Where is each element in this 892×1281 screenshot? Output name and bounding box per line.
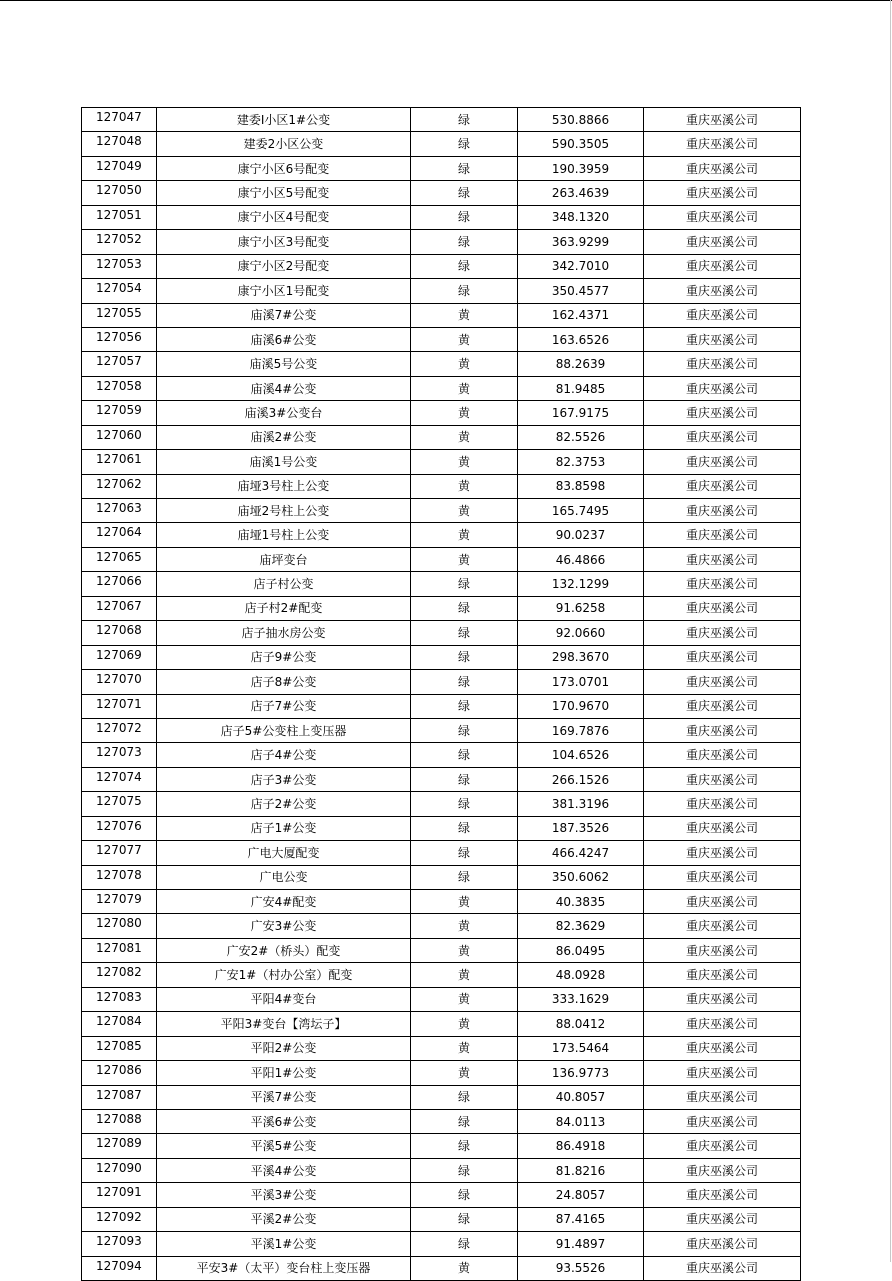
- table-row: [82, 572, 801, 596]
- table-row: [82, 303, 801, 327]
- cell-company: 重庆巫溪公司: [644, 645, 801, 669]
- cell-status: 黄: [411, 376, 518, 400]
- cell-name: 康宁小区1号配变: [157, 279, 411, 303]
- cell-id: 127074: [82, 767, 157, 791]
- cell-status: 绿: [411, 694, 518, 718]
- table-row: [82, 670, 801, 694]
- cell-value: 187.3526: [518, 816, 644, 840]
- cell-status: 黄: [411, 474, 518, 498]
- cell-company: 重庆巫溪公司: [644, 718, 801, 742]
- table-row: [82, 499, 801, 523]
- cell-id: 127070: [82, 670, 157, 694]
- cell-status: 绿: [411, 816, 518, 840]
- cell-id: 127067: [82, 596, 157, 620]
- table-row: [82, 547, 801, 571]
- cell-company: 重庆巫溪公司: [644, 841, 801, 865]
- cell-name: 庙垭1号柱上公变: [157, 523, 411, 547]
- cell-company: 重庆巫溪公司: [644, 987, 801, 1011]
- cell-status: 黄: [411, 523, 518, 547]
- table-row: [82, 938, 801, 962]
- cell-id: 127068: [82, 621, 157, 645]
- cell-company: 重庆巫溪公司: [644, 523, 801, 547]
- table-row: [82, 279, 801, 303]
- cell-company: 重庆巫溪公司: [644, 205, 801, 229]
- cell-name: 庙溪2#公变: [157, 425, 411, 449]
- cell-company: 重庆巫溪公司: [644, 694, 801, 718]
- cell-id: 127059: [82, 401, 157, 425]
- cell-value: 81.9485: [518, 376, 644, 400]
- cell-name: 康宁小区2号配变: [157, 254, 411, 278]
- cell-status: 黄: [411, 938, 518, 962]
- table-row: [82, 474, 801, 498]
- cell-name: 店子3#公变: [157, 767, 411, 791]
- cell-company: 重庆巫溪公司: [644, 938, 801, 962]
- cell-name: 平阳2#公变: [157, 1036, 411, 1060]
- cell-value: 132.1299: [518, 572, 644, 596]
- cell-value: 40.8057: [518, 1085, 644, 1109]
- cell-value: 173.0701: [518, 670, 644, 694]
- cell-value: 40.3835: [518, 890, 644, 914]
- cell-id: 127083: [82, 987, 157, 1011]
- cell-status: 黄: [411, 1036, 518, 1060]
- cell-name: 平溪5#公变: [157, 1134, 411, 1158]
- cell-name: 平安3#（太平）变台柱上变压器: [157, 1256, 411, 1280]
- cell-status: 绿: [411, 279, 518, 303]
- cell-id: 127051: [82, 205, 157, 229]
- cell-status: 黄: [411, 890, 518, 914]
- table-row: [82, 987, 801, 1011]
- cell-name: 店子9#公变: [157, 645, 411, 669]
- table-row: [82, 1109, 801, 1133]
- table-row: [82, 718, 801, 742]
- cell-value: 84.0113: [518, 1109, 644, 1133]
- cell-name: 店子2#公变: [157, 792, 411, 816]
- cell-id: 127084: [82, 1012, 157, 1036]
- cell-name: 店子7#公变: [157, 694, 411, 718]
- cell-status: 绿: [411, 596, 518, 620]
- cell-value: 136.9773: [518, 1061, 644, 1085]
- cell-id: 127048: [82, 132, 157, 156]
- cell-company: 重庆巫溪公司: [644, 132, 801, 156]
- cell-name: 建委2小区公变: [157, 132, 411, 156]
- cell-company: 重庆巫溪公司: [644, 1036, 801, 1060]
- cell-id: 127073: [82, 743, 157, 767]
- transformer-table: [81, 107, 801, 1281]
- table-row: [82, 523, 801, 547]
- cell-name: 庙坪变台: [157, 547, 411, 571]
- table-row: [82, 132, 801, 156]
- cell-company: 重庆巫溪公司: [644, 230, 801, 254]
- cell-id: 127093: [82, 1232, 157, 1256]
- cell-company: 重庆巫溪公司: [644, 327, 801, 351]
- cell-name: 平溪2#公变: [157, 1207, 411, 1231]
- cell-value: 91.6258: [518, 596, 644, 620]
- cell-status: 绿: [411, 1183, 518, 1207]
- cell-value: 81.8216: [518, 1158, 644, 1182]
- cell-id: 127079: [82, 890, 157, 914]
- cell-company: 重庆巫溪公司: [644, 156, 801, 180]
- cell-id: 127082: [82, 963, 157, 987]
- cell-status: 绿: [411, 1109, 518, 1133]
- table-row: [82, 1036, 801, 1060]
- cell-id: 127065: [82, 547, 157, 571]
- cell-status: 绿: [411, 254, 518, 278]
- table-row: [82, 963, 801, 987]
- table-row: [82, 181, 801, 205]
- cell-company: 重庆巫溪公司: [644, 1183, 801, 1207]
- table-row: [82, 376, 801, 400]
- cell-value: 466.4247: [518, 841, 644, 865]
- cell-status: 黄: [411, 499, 518, 523]
- cell-name: 平溪4#公变: [157, 1158, 411, 1182]
- cell-company: 重庆巫溪公司: [644, 254, 801, 278]
- cell-company: 重庆巫溪公司: [644, 1232, 801, 1256]
- cell-value: 48.0928: [518, 963, 644, 987]
- cell-id: 127049: [82, 156, 157, 180]
- cell-status: 黄: [411, 1061, 518, 1085]
- cell-name: 广安3#公变: [157, 914, 411, 938]
- cell-value: 90.0237: [518, 523, 644, 547]
- cell-company: 重庆巫溪公司: [644, 1061, 801, 1085]
- cell-name: 店子抽水房公变: [157, 621, 411, 645]
- cell-status: 绿: [411, 132, 518, 156]
- cell-value: 91.4897: [518, 1232, 644, 1256]
- cell-name: 店子8#公变: [157, 670, 411, 694]
- cell-company: 重庆巫溪公司: [644, 963, 801, 987]
- cell-name: 康宁小区4号配变: [157, 205, 411, 229]
- cell-company: 重庆巫溪公司: [644, 767, 801, 791]
- cell-company: 重庆巫溪公司: [644, 547, 801, 571]
- table-row: [82, 645, 801, 669]
- cell-value: 82.3629: [518, 914, 644, 938]
- cell-status: 绿: [411, 230, 518, 254]
- cell-name: 店子4#公变: [157, 743, 411, 767]
- cell-status: 绿: [411, 205, 518, 229]
- cell-status: 绿: [411, 1158, 518, 1182]
- cell-company: 重庆巫溪公司: [644, 401, 801, 425]
- cell-company: 重庆巫溪公司: [644, 743, 801, 767]
- cell-name: 康宁小区3号配变: [157, 230, 411, 254]
- table-row: [82, 450, 801, 474]
- table-row: [82, 230, 801, 254]
- cell-company: 重庆巫溪公司: [644, 670, 801, 694]
- cell-status: 黄: [411, 963, 518, 987]
- table-row: [82, 1012, 801, 1036]
- cell-value: 590.3505: [518, 132, 644, 156]
- cell-value: 169.7876: [518, 718, 644, 742]
- cell-status: 黄: [411, 547, 518, 571]
- cell-name: 店子5#公变柱上变压器: [157, 718, 411, 742]
- cell-company: 重庆巫溪公司: [644, 279, 801, 303]
- cell-name: 广安2#（桥头）配变: [157, 938, 411, 962]
- cell-company: 重庆巫溪公司: [644, 352, 801, 376]
- table-row: [82, 108, 801, 132]
- cell-status: 黄: [411, 1256, 518, 1280]
- cell-id: 127060: [82, 425, 157, 449]
- cell-status: 绿: [411, 1207, 518, 1231]
- cell-name: 庙溪5号公变: [157, 352, 411, 376]
- cell-id: 127075: [82, 792, 157, 816]
- cell-status: 绿: [411, 181, 518, 205]
- cell-company: 重庆巫溪公司: [644, 499, 801, 523]
- cell-name: 庙垭2号柱上公变: [157, 499, 411, 523]
- cell-status: 黄: [411, 987, 518, 1011]
- cell-id: 127057: [82, 352, 157, 376]
- table-row: [82, 865, 801, 889]
- cell-value: 88.2639: [518, 352, 644, 376]
- cell-id: 127053: [82, 254, 157, 278]
- cell-value: 190.3959: [518, 156, 644, 180]
- cell-id: 127088: [82, 1109, 157, 1133]
- cell-company: 重庆巫溪公司: [644, 621, 801, 645]
- cell-name: 平溪3#公变: [157, 1183, 411, 1207]
- cell-value: 350.4577: [518, 279, 644, 303]
- cell-name: 庙垭3号柱上公变: [157, 474, 411, 498]
- cell-value: 162.4371: [518, 303, 644, 327]
- cell-company: 重庆巫溪公司: [644, 1109, 801, 1133]
- cell-status: 绿: [411, 792, 518, 816]
- cell-company: 重庆巫溪公司: [644, 596, 801, 620]
- cell-id: 127052: [82, 230, 157, 254]
- cell-name: 平溪6#公变: [157, 1109, 411, 1133]
- cell-value: 266.1526: [518, 767, 644, 791]
- cell-value: 342.7010: [518, 254, 644, 278]
- cell-value: 82.5526: [518, 425, 644, 449]
- cell-value: 263.4639: [518, 181, 644, 205]
- cell-id: 127055: [82, 303, 157, 327]
- cell-name: 广电大厦配变: [157, 841, 411, 865]
- cell-value: 46.4866: [518, 547, 644, 571]
- cell-id: 127085: [82, 1036, 157, 1060]
- cell-status: 黄: [411, 425, 518, 449]
- cell-value: 165.7495: [518, 499, 644, 523]
- cell-id: 127076: [82, 816, 157, 840]
- cell-id: 127069: [82, 645, 157, 669]
- table-row: [82, 816, 801, 840]
- table-row: [82, 156, 801, 180]
- cell-value: 298.3670: [518, 645, 644, 669]
- table-row: [82, 1134, 801, 1158]
- cell-company: 重庆巫溪公司: [644, 450, 801, 474]
- cell-id: 127086: [82, 1061, 157, 1085]
- cell-id: 127080: [82, 914, 157, 938]
- cell-company: 重庆巫溪公司: [644, 1158, 801, 1182]
- cell-status: 绿: [411, 1085, 518, 1109]
- table-row: [82, 1232, 801, 1256]
- table-row: [82, 1207, 801, 1231]
- cell-name: 康宁小区6号配变: [157, 156, 411, 180]
- top-border-line: [0, 0, 892, 1]
- table-row: [82, 327, 801, 351]
- cell-status: 绿: [411, 743, 518, 767]
- cell-id: 127063: [82, 499, 157, 523]
- cell-value: 333.1629: [518, 987, 644, 1011]
- table-row: [82, 254, 801, 278]
- cell-company: 重庆巫溪公司: [644, 303, 801, 327]
- cell-company: 重庆巫溪公司: [644, 914, 801, 938]
- cell-name: 建委Ⅰ小区1#公变: [157, 108, 411, 132]
- cell-status: 绿: [411, 645, 518, 669]
- cell-status: 绿: [411, 108, 518, 132]
- cell-id: 127050: [82, 181, 157, 205]
- cell-status: 绿: [411, 865, 518, 889]
- cell-status: 黄: [411, 450, 518, 474]
- cell-company: 重庆巫溪公司: [644, 792, 801, 816]
- cell-name: 广安4#配变: [157, 890, 411, 914]
- table-row: [82, 767, 801, 791]
- cell-value: 163.6526: [518, 327, 644, 351]
- cell-company: 重庆巫溪公司: [644, 1134, 801, 1158]
- cell-value: 87.4165: [518, 1207, 644, 1231]
- cell-value: 82.3753: [518, 450, 644, 474]
- table-row: [82, 1183, 801, 1207]
- cell-status: 绿: [411, 670, 518, 694]
- cell-company: 重庆巫溪公司: [644, 1012, 801, 1036]
- cell-name: 店子村2#配变: [157, 596, 411, 620]
- cell-status: 绿: [411, 572, 518, 596]
- cell-status: 黄: [411, 352, 518, 376]
- cell-name: 平阳4#变台: [157, 987, 411, 1011]
- table-row: [82, 621, 801, 645]
- cell-name: 广电公变: [157, 865, 411, 889]
- table-row: [82, 914, 801, 938]
- cell-id: 127092: [82, 1207, 157, 1231]
- cell-name: 平溪1#公变: [157, 1232, 411, 1256]
- cell-value: 348.1320: [518, 205, 644, 229]
- table-row: [82, 1158, 801, 1182]
- cell-status: 黄: [411, 401, 518, 425]
- cell-name: 平溪7#公变: [157, 1085, 411, 1109]
- cell-company: 重庆巫溪公司: [644, 474, 801, 498]
- cell-value: 167.9175: [518, 401, 644, 425]
- cell-id: 127081: [82, 938, 157, 962]
- cell-name: 店子村公变: [157, 572, 411, 596]
- cell-value: 173.5464: [518, 1036, 644, 1060]
- cell-id: 127091: [82, 1183, 157, 1207]
- cell-value: 83.8598: [518, 474, 644, 498]
- cell-id: 127064: [82, 523, 157, 547]
- cell-value: 92.0660: [518, 621, 644, 645]
- cell-name: 庙溪6#公变: [157, 327, 411, 351]
- cell-value: 530.8866: [518, 108, 644, 132]
- table-row: [82, 890, 801, 914]
- table-body: [82, 108, 801, 1281]
- cell-id: 127089: [82, 1134, 157, 1158]
- cell-name: 庙溪7#公变: [157, 303, 411, 327]
- cell-value: 24.8057: [518, 1183, 644, 1207]
- cell-id: 127072: [82, 718, 157, 742]
- cell-value: 170.9670: [518, 694, 644, 718]
- cell-status: 黄: [411, 327, 518, 351]
- table-row: [82, 1085, 801, 1109]
- cell-value: 363.9299: [518, 230, 644, 254]
- cell-id: 127061: [82, 450, 157, 474]
- cell-id: 127047: [82, 108, 157, 132]
- cell-value: 86.0495: [518, 938, 644, 962]
- right-edge-line: [890, 0, 891, 1262]
- cell-value: 104.6526: [518, 743, 644, 767]
- cell-name: 广安1#（村办公室）配变: [157, 963, 411, 987]
- cell-company: 重庆巫溪公司: [644, 865, 801, 889]
- cell-company: 重庆巫溪公司: [644, 1207, 801, 1231]
- cell-name: 庙溪4#公变: [157, 376, 411, 400]
- table-row: [82, 841, 801, 865]
- table-row: [82, 596, 801, 620]
- table-row: [82, 1256, 801, 1280]
- cell-value: 93.5526: [518, 1256, 644, 1280]
- table-row: [82, 694, 801, 718]
- cell-company: 重庆巫溪公司: [644, 816, 801, 840]
- table-row: [82, 205, 801, 229]
- cell-value: 381.3196: [518, 792, 644, 816]
- cell-id: 127077: [82, 841, 157, 865]
- cell-company: 重庆巫溪公司: [644, 181, 801, 205]
- cell-company: 重庆巫溪公司: [644, 108, 801, 132]
- cell-company: 重庆巫溪公司: [644, 890, 801, 914]
- cell-name: 店子1#公变: [157, 816, 411, 840]
- cell-company: 重庆巫溪公司: [644, 376, 801, 400]
- cell-name: 庙溪1号公变: [157, 450, 411, 474]
- cell-name: 平阳1#公变: [157, 1061, 411, 1085]
- table-row: [82, 425, 801, 449]
- cell-id: 127094: [82, 1256, 157, 1280]
- cell-status: 绿: [411, 767, 518, 791]
- cell-company: 重庆巫溪公司: [644, 1085, 801, 1109]
- cell-status: 黄: [411, 1012, 518, 1036]
- cell-name: 庙溪3#公变台: [157, 401, 411, 425]
- cell-company: 重庆巫溪公司: [644, 425, 801, 449]
- cell-status: 绿: [411, 621, 518, 645]
- cell-id: 127056: [82, 327, 157, 351]
- cell-id: 127062: [82, 474, 157, 498]
- table-row: [82, 792, 801, 816]
- cell-id: 127058: [82, 376, 157, 400]
- cell-value: 350.6062: [518, 865, 644, 889]
- cell-id: 127087: [82, 1085, 157, 1109]
- cell-status: 绿: [411, 1232, 518, 1256]
- cell-name: 康宁小区5号配变: [157, 181, 411, 205]
- cell-id: 127054: [82, 279, 157, 303]
- cell-company: 重庆巫溪公司: [644, 1256, 801, 1280]
- table-row: [82, 1061, 801, 1085]
- table-row: [82, 743, 801, 767]
- cell-value: 86.4918: [518, 1134, 644, 1158]
- cell-status: 绿: [411, 841, 518, 865]
- table-row: [82, 401, 801, 425]
- cell-status: 黄: [411, 303, 518, 327]
- cell-status: 绿: [411, 718, 518, 742]
- cell-company: 重庆巫溪公司: [644, 572, 801, 596]
- cell-value: 88.0412: [518, 1012, 644, 1036]
- cell-id: 127071: [82, 694, 157, 718]
- cell-status: 黄: [411, 914, 518, 938]
- cell-id: 127066: [82, 572, 157, 596]
- table-row: [82, 352, 801, 376]
- cell-status: 绿: [411, 1134, 518, 1158]
- cell-name: 平阳3#变台【湾坛子】: [157, 1012, 411, 1036]
- cell-status: 绿: [411, 156, 518, 180]
- cell-id: 127078: [82, 865, 157, 889]
- cell-id: 127090: [82, 1158, 157, 1182]
